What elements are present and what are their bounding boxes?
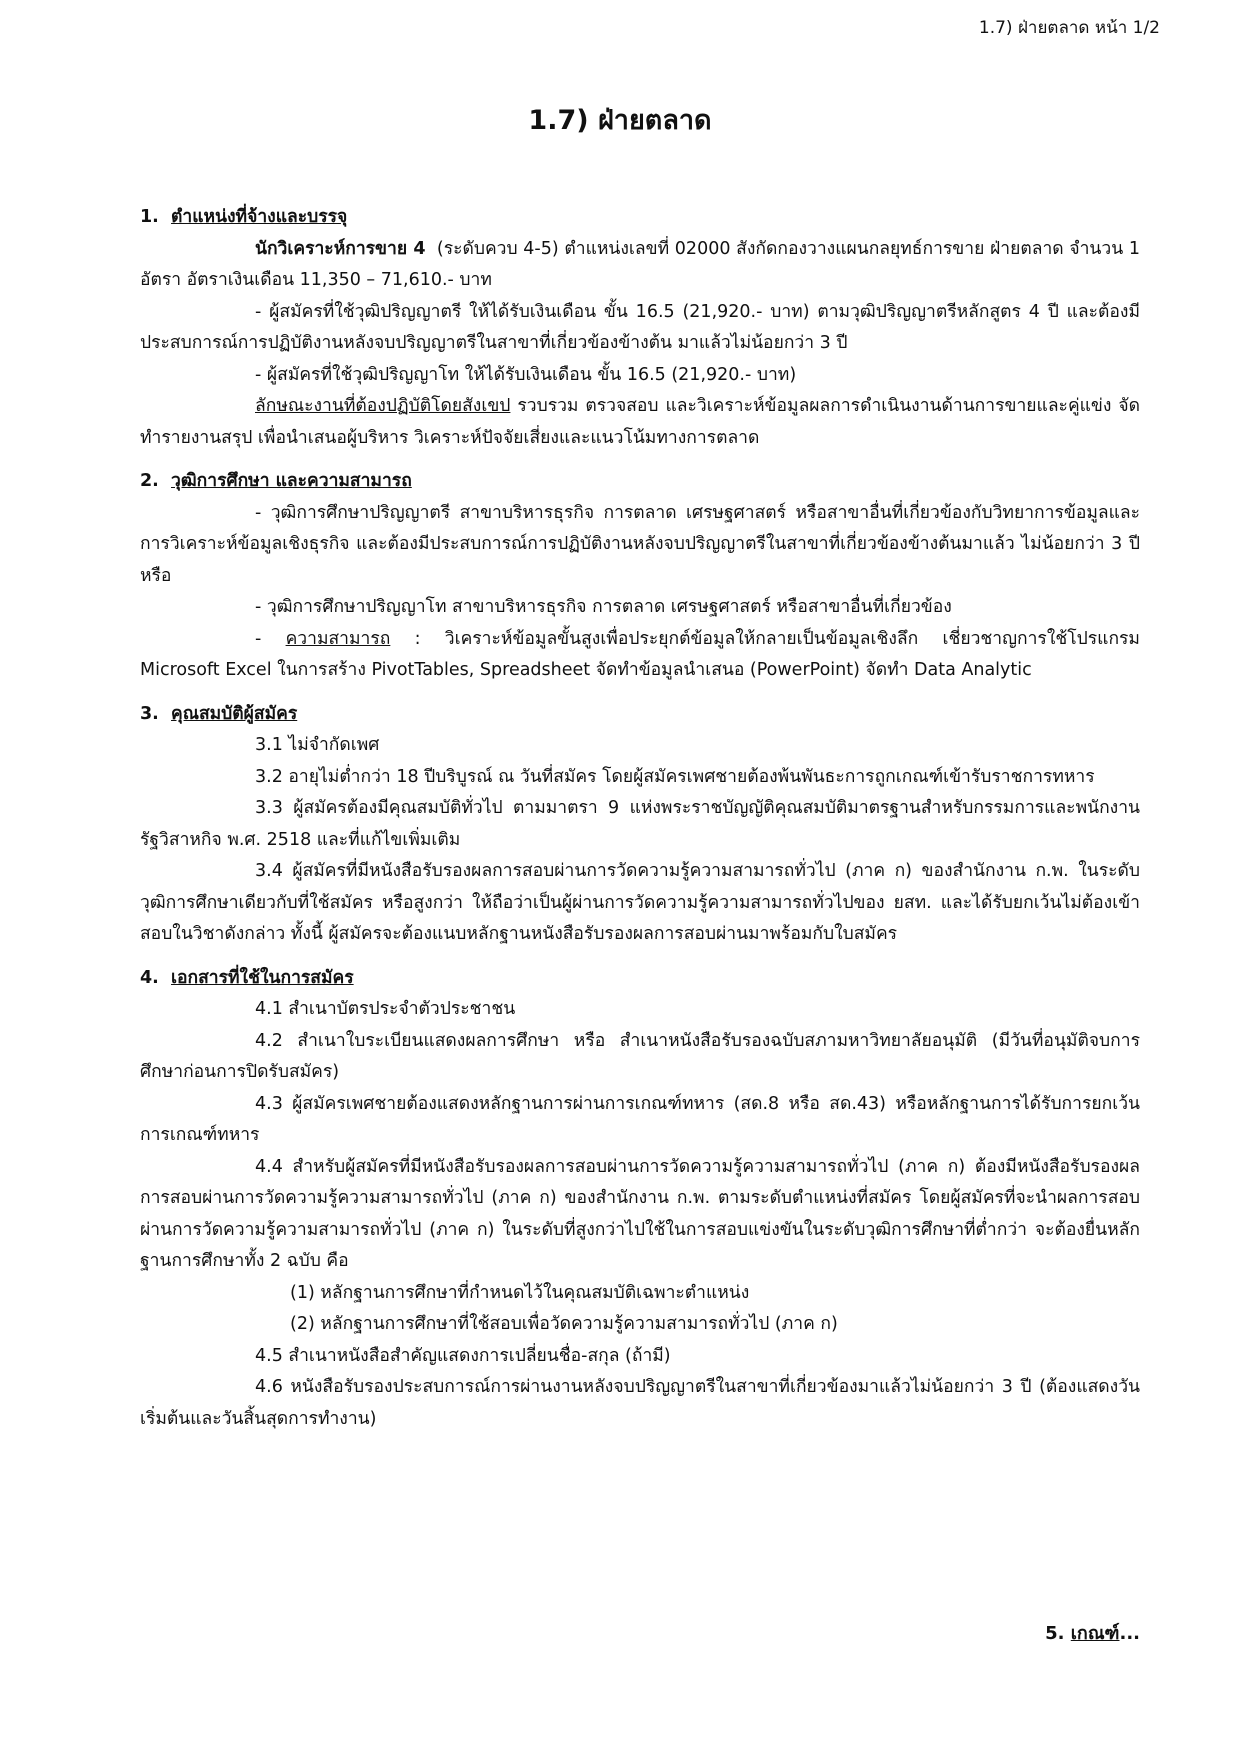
list-item: 4.1 สำเนาบัตรประจำตัวประชาชน (255, 999, 516, 1019)
job-description-text: รวบรวม ตรวจสอบ และวิเคราะห์ข้อมูลผลการดำเนินงานด้านการขายและคู่แข่ง จัดทำรายงานสรุป เพื่อนำเสนอผู้บริหาร วิเคราะห์ปัจจัยเสี่ยงและแนวโน้มทางการตลาด (140, 396, 1140, 448)
sub-list-item: (2) หลักฐานการศึกษาที่ใช้สอบเพื่อวัดความรู้ความสามารถทั่วไป (ภาค ก) (290, 1314, 838, 1334)
list-item: 4.3 ผู้สมัครเพศชายต้องแสดงหลักฐานการผ่านการเกณฑ์ทหาร (สด.8 หรือ สด.43) หรือหลักฐานการได้รับการยกเว้นการเกณฑ์ทหาร (140, 1093, 1140, 1145)
list-item: 3.4 ผู้สมัครที่มีหนังสือรับรองผลการสอบผ่านการวัดความรู้ความสามารถทั่วไป (ภาค ก) ของสำนักงาน ก.พ. ในระดับวุฒิการศึกษาเดียวกับที่ใช้สมัคร หรือสูงกว่า ให้ถือว่าเป็นผู้ผ่านการวัดความรู้ความสามารถทั่วไปของ ยสท. และได้รับยกเว้นไม่ต้องเข้าสอบในวิชาดังกล่าว ทั้งนี้ ผู้สมัครจะต้องแนบหลักฐานหนังสือรับรองผลการสอบผ่านมาพร้อมกับใบสมัคร (140, 861, 1140, 944)
list-item: 4.2 สำเนาใบระเบียนแสดงผลการศึกษา หรือ สำเนาหนังสือรับรองฉบับสภามหาวิทยาลัยอนุมัติ (มีวันที่อนุมัติจบการศึกษาก่อนการปิดรับสมัคร) (140, 1030, 1140, 1082)
bachelor-salary-paragraph: - ผู้สมัครที่ใช้วุฒิปริญญาตรี ให้ได้รับเงินเดือน ขั้น 16.5 (21,920.- บาท) ตามวุฒิปริญญาตรีหลักสูตร 4 ปี และต้องมีประสบการณ์การปฏิบัติงานหลังจบปริญญาตรีในสาขาที่เกี่ยวข้องข้างต้น มาแล้วไม่น้อยกว่า 3 ปี (140, 301, 1140, 353)
page-title: 1.7) ฝ่ายตลาด (528, 105, 712, 136)
document-body (140, 190, 1140, 1435)
list-item: 3.1 ไม่จำกัดเพศ (255, 735, 380, 755)
section-title: ตำแหน่งที่จ้างและบรรจุ (171, 207, 348, 227)
section-number: 2. (140, 471, 159, 491)
position-detail: (ระดับควบ 4-5) ตำแหน่งเลขที่ 02000 สังกัดกองวางแผนกลยุทธ์การขาย ฝ่ายตลาด จำนวน 1 อัตรา อัตราเงินเดือน 11,350 – 71,610.- บาท (140, 238, 1140, 290)
position-paragraph (140, 234, 1140, 297)
section-3-heading (140, 699, 1140, 731)
section-1-heading (140, 202, 1140, 234)
skills-label: ความสามารถ (285, 628, 391, 649)
job-description-label: ลักษณะงานที่ต้องปฏิบัติโดยสังเขป (255, 396, 511, 416)
list-item: 3.2 อายุไม่ต่ำกว่า 18 ปีบริบูรณ์ ณ วันที่สมัคร โดยผู้สมัครเพศชายต้องพ้นพันธะการถูกเกณฑ์เข้ารับราชการทหาร (255, 766, 1095, 787)
skills-paragraph (140, 624, 1140, 687)
list-item: 4.6 หนังสือรับรองประสบการณ์การผ่านงานหลังจบปริญญาตรีในสาขาที่เกี่ยวข้องมาแล้วไม่น้อยกว่า 3 ปี (ต้องแสดงวันเริ่มต้นและวันสิ้นสุดการทำงาน) (140, 1377, 1140, 1429)
list-item: 3.3 ผู้สมัครต้องมีคุณสมบัติทั่วไป ตามมาตรา 9 แห่งพระราชบัญญัติคุณสมบัติมาตรฐานสำหรับกรรมการและพนักงานรัฐวิสาหกิจ พ.ศ. 2518 และที่แก้ไขเพิ่มเติม (140, 798, 1140, 850)
continuation-ellipsis: ... (1119, 1623, 1140, 1644)
bachelor-qualification: - วุฒิการศึกษาปริญญาตรี สาขาบริหารธุรกิจ การตลาด เศรษฐศาสตร์ หรือสาขาอื่นที่เกี่ยวข้องกับวิทยาการข้อมูลและการวิเคราะห์ข้อมูลเชิงธุรกิจ และต้องมีประสบการณ์การปฏิบัติงานหลังจบปริญญาตรีในสาขาที่เกี่ยวข้องข้างต้นมาแล้ว ไม่น้อยกว่า 3 ปี หรือ (140, 502, 1140, 586)
skills-text: : วิเคราะห์ข้อมูลขั้นสูงเพื่อประยุกต์ข้อมูลให้กลายเป็นข้อมูลเชิงลึก เชี่ยวชาญการใช้โปรแกรม Microsoft Excel ในการสร้าง PivotTables, Spreadsheet จัดทำข้อมูลนำเสนอ (PowerPoint) จัดทำ Data Analytic (140, 628, 1140, 680)
continuation-word: เกณฑ์ (1070, 1623, 1120, 1644)
section-number: 4. (140, 967, 159, 988)
list-item: 4.5 สำเนาหนังสือสำคัญแสดงการเปลี่ยนชื่อ-สกุล (ถ้ามี) (255, 1345, 671, 1366)
section-number: 1. (140, 207, 159, 227)
section-title: คุณสมบัติผู้สมัคร (171, 703, 298, 724)
job-description-paragraph (140, 391, 1140, 454)
section-title: วุฒิการศึกษา และความสามารถ (171, 471, 412, 491)
skills-prefix: - (255, 628, 286, 649)
master-qualification: - วุฒิการศึกษาปริญญาโท สาขาบริหารธุรกิจ การตลาด เศรษฐศาสตร์ หรือสาขาอื่นที่เกี่ยวข้อง (255, 597, 952, 617)
continuation-number: 5. (1045, 1623, 1071, 1644)
master-salary-paragraph: - ผู้สมัครที่ใช้วุฒิปริญญาโท ให้ได้รับเงินเดือน ขั้น 16.5 (21,920.- บาท) (255, 364, 797, 385)
section-title: เอกสารที่ใช้ในการสมัคร (171, 967, 354, 988)
page-reference: 1.7) ฝ่ายตลาด หน้า 1/2 (978, 18, 1160, 38)
list-item: 4.4 สำหรับผู้สมัครที่มีหนังสือรับรองผลการสอบผ่านการวัดความรู้ความสามารถทั่วไป (ภาค ก) ต้องมีหนังสือรับรองผลการสอบผ่านการวัดความรู้ความสามารถทั่วไป (ภาค ก) ของสำนักงาน ก.พ. ตามระดับตำแหน่งที่สมัคร โดยผู้สมัครที่จะนำผลการสอบผ่านการวัดความรู้ความสามารถทั่วไป (ภาค ก) ในระดับที่สูงกว่าไปใช้ในการสอบแข่งขันในระดับวุฒิการศึกษาที่ต่ำกว่า จะต้องยื่นหลักฐานการศึกษาทั้ง 2 ฉบับ คือ (140, 1156, 1140, 1271)
position-name: นักวิเคราะห์การขาย 4 (255, 238, 426, 259)
section-number: 3. (140, 703, 159, 724)
section-4-heading (140, 963, 1140, 995)
continuation-marker (1045, 1618, 1140, 1647)
section-2-heading (140, 466, 1140, 498)
sub-list-item: (1) หลักฐานการศึกษาที่กำหนดไว้ในคุณสมบัติเฉพาะตำแหน่ง (290, 1282, 750, 1303)
